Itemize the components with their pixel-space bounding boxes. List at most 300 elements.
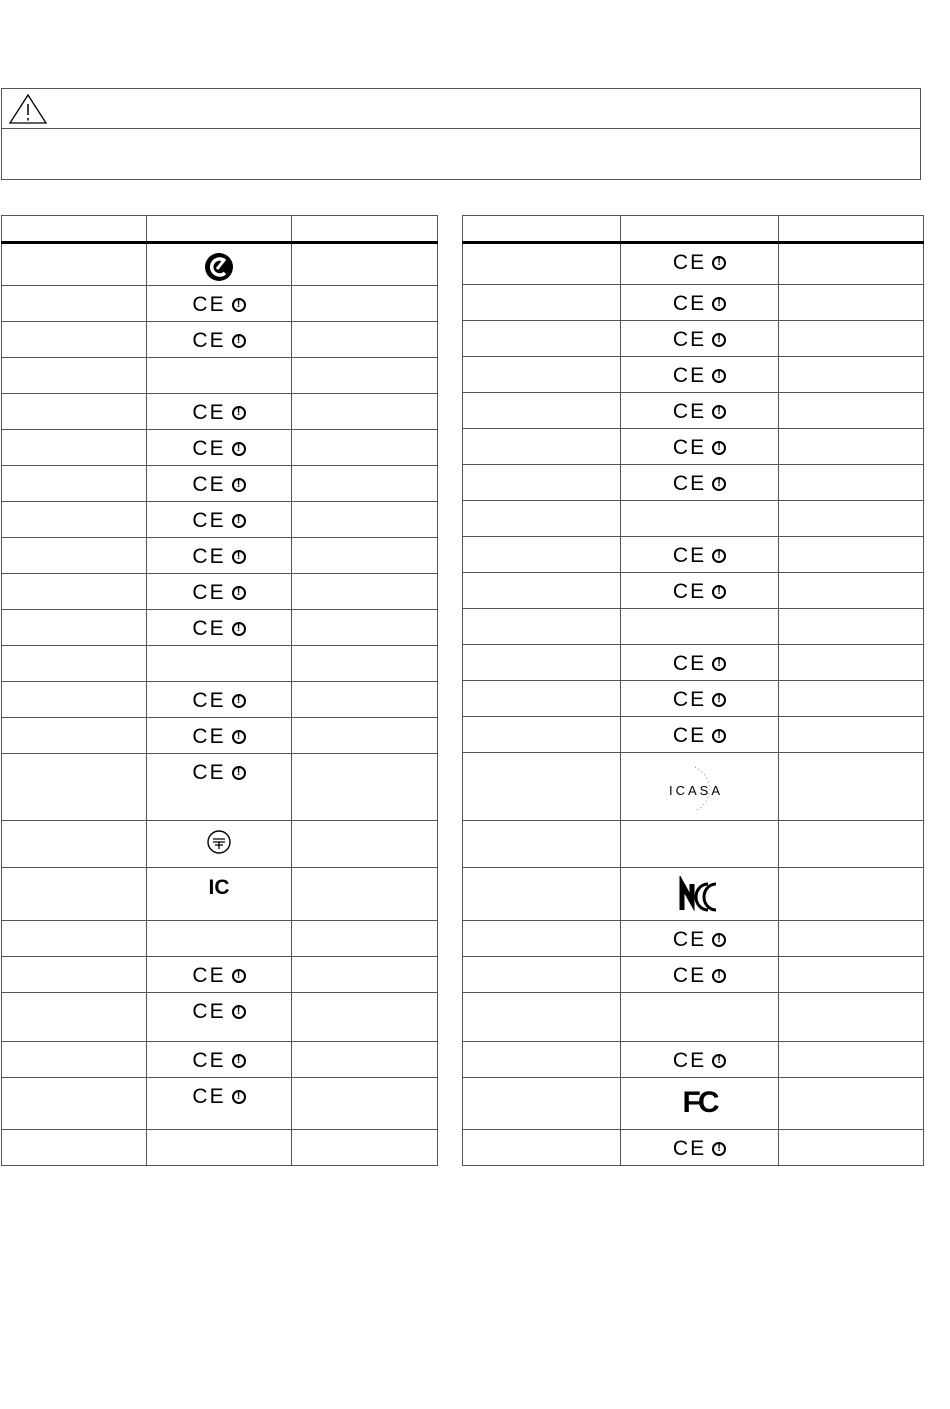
header-cell: [2, 216, 147, 243]
table-cell: [2, 993, 147, 1042]
alert-circle-icon: !: [712, 1142, 726, 1156]
ce-alert-mark-icon: [192, 330, 245, 351]
alert-circle-icon: !: [712, 1054, 726, 1068]
ce-mark-text: CE: [672, 251, 707, 274]
table-cell: [292, 1130, 438, 1166]
alert-circle-icon: !: [232, 334, 246, 348]
table-cell: [779, 609, 924, 645]
table-cell: [292, 957, 438, 993]
header-cell: [779, 216, 924, 243]
table-cell: [463, 717, 621, 753]
table-cell: [779, 1078, 924, 1130]
alert-circle-icon: !: [232, 1090, 246, 1104]
ce-mark-text: CE: [672, 1049, 707, 1072]
ce-mark-text: CE: [672, 928, 707, 951]
table-cell: [292, 993, 438, 1042]
ce-alert-mark-icon: [673, 1050, 726, 1071]
certification-mark-cell: [621, 429, 779, 465]
table-cell: [292, 921, 438, 957]
ce-mark-text: CE: [192, 689, 226, 712]
table-cell: [463, 753, 621, 821]
certification-mark-cell: [621, 921, 779, 957]
certification-mark-cell: [147, 921, 292, 957]
certification-mark-cell: [147, 1078, 292, 1130]
table-cell: [779, 717, 924, 753]
ce-alert-mark-icon: [673, 329, 726, 350]
table-cell: [292, 821, 438, 868]
certification-mark-cell: [147, 821, 292, 868]
table-row: [2, 574, 438, 610]
certification-mark-cell: [621, 821, 779, 868]
table-row: [2, 1130, 438, 1166]
alert-circle-icon: !: [232, 478, 246, 492]
certification-mark-cell: [621, 1042, 779, 1078]
certification-mark-cell: [621, 321, 779, 357]
warning-header: [2, 89, 920, 129]
ce-alert-mark-icon: [673, 293, 726, 314]
table-cell: [292, 502, 438, 538]
ce-alert-mark-icon: [192, 402, 245, 423]
certification-mark-cell: [147, 502, 292, 538]
table-row: [2, 466, 438, 502]
alert-circle-icon: !: [712, 256, 726, 270]
table-row: [2, 957, 438, 993]
ce-mark-text: CE: [192, 1049, 226, 1072]
certification-mark-cell: [621, 609, 779, 645]
ce-alert-mark-icon: [673, 653, 726, 674]
table-row: [463, 1130, 924, 1166]
table-cell: [779, 681, 924, 717]
ce-mark-text: CE: [192, 761, 226, 784]
table-row: [2, 682, 438, 718]
alert-circle-icon: !: [232, 442, 246, 456]
ce-alert-mark-icon: [673, 473, 726, 494]
table-cell: [779, 501, 924, 537]
alert-circle-icon: !: [712, 333, 726, 347]
certification-mark-cell: [147, 682, 292, 718]
certification-table-right: [462, 215, 924, 1166]
table-cell: [463, 501, 621, 537]
table-cell: [463, 821, 621, 868]
table-cell: [779, 868, 924, 921]
certification-mark-cell: [621, 243, 779, 285]
certification-mark-cell: [621, 501, 779, 537]
table-cell: [779, 753, 924, 821]
table-cell: [779, 993, 924, 1042]
table-cell: [463, 1078, 621, 1130]
table-row: [463, 537, 924, 573]
ce-alert-mark-icon: [673, 545, 726, 566]
table-cell: [779, 537, 924, 573]
fcc-logo-text: FC: [682, 1086, 717, 1119]
table-cell: [2, 1042, 147, 1078]
header-cell: [147, 216, 292, 243]
certification-mark-cell: [621, 1078, 779, 1130]
ce-alert-mark-icon: [673, 581, 726, 602]
ce-alert-mark-icon: [192, 438, 245, 459]
table-cell: [463, 243, 621, 285]
table-cell: [463, 321, 621, 357]
warning-triangle-icon: [8, 93, 48, 125]
certification-mark-cell: [147, 993, 292, 1042]
table-row: [2, 1078, 438, 1130]
table-cell: [2, 394, 147, 430]
certification-table-left: [1, 215, 438, 1166]
table-row: [2, 1042, 438, 1078]
table-cell: [779, 921, 924, 957]
certification-mark-cell: [147, 957, 292, 993]
certification-mark-cell: [621, 717, 779, 753]
table-row: [2, 430, 438, 466]
table-cell: [292, 538, 438, 574]
ce-alert-mark-icon: [192, 618, 245, 639]
ce-mark-text: CE: [192, 1000, 226, 1023]
table-row: [2, 358, 438, 394]
table-cell: [2, 921, 147, 957]
table-cell: [2, 358, 147, 394]
alert-circle-icon: !: [232, 586, 246, 600]
table-row: [463, 321, 924, 357]
ce-alert-mark-icon: [192, 474, 245, 495]
c-tick-mark-icon: [204, 252, 234, 285]
table-cell: [463, 393, 621, 429]
warning-box: [1, 88, 921, 180]
certification-mark-cell: [147, 646, 292, 682]
certification-mark-cell: [147, 574, 292, 610]
alert-circle-icon: !: [712, 693, 726, 707]
alert-circle-icon: !: [232, 550, 246, 564]
table-cell: [292, 574, 438, 610]
table-cell: [463, 957, 621, 993]
alert-circle-icon: !: [712, 657, 726, 671]
certification-mark-cell: [147, 1130, 292, 1166]
table-row: [463, 868, 924, 921]
table-cell: [2, 538, 147, 574]
certification-mark-cell: [147, 430, 292, 466]
ce-mark-text: CE: [192, 437, 226, 460]
table-row: [463, 1078, 924, 1130]
alert-circle-icon: !: [232, 406, 246, 420]
table-row: [2, 286, 438, 322]
table-cell: [463, 921, 621, 957]
table-cell: [463, 285, 621, 321]
ce-alert-mark-icon: [192, 1086, 245, 1107]
alert-circle-icon: !: [232, 1054, 246, 1068]
ce-alert-mark-icon: [192, 690, 245, 711]
ce-alert-mark-icon: [192, 1001, 245, 1022]
table-cell: [292, 646, 438, 682]
table-row: [463, 501, 924, 537]
table-cell: [292, 394, 438, 430]
table-cell: [2, 1130, 147, 1166]
ce-alert-mark-icon: [192, 582, 245, 603]
ce-alert-mark-icon: [192, 510, 245, 531]
table-cell: [779, 393, 924, 429]
table-cell: [779, 465, 924, 501]
alert-circle-icon: !: [712, 405, 726, 419]
ce-mark-text: CE: [672, 688, 707, 711]
ce-alert-mark-icon: [673, 965, 726, 986]
table-cell: [463, 537, 621, 573]
certification-mark-cell: [147, 538, 292, 574]
table-cell: [779, 573, 924, 609]
table-cell: [292, 610, 438, 646]
table-cell: [2, 286, 147, 322]
alert-circle-icon: !: [232, 969, 246, 983]
ic-mark-text: IC: [208, 876, 230, 899]
alert-circle-icon: !: [712, 585, 726, 599]
table-row: [463, 921, 924, 957]
alert-circle-icon: !: [712, 969, 726, 983]
table-cell: [463, 1130, 621, 1166]
table-cell: [463, 993, 621, 1042]
telec-mark-icon: [206, 829, 232, 858]
ce-mark-text: CE: [672, 364, 707, 387]
table-cell: [292, 322, 438, 358]
certification-mark-cell: [147, 322, 292, 358]
table-row: [463, 821, 924, 868]
ce-mark-text: CE: [192, 473, 226, 496]
table-row: [463, 465, 924, 501]
table-cell: [779, 1042, 924, 1078]
alert-circle-icon: !: [232, 766, 246, 780]
table-cell: [779, 429, 924, 465]
header-cell: [621, 216, 779, 243]
ce-alert-mark-icon: [192, 762, 245, 783]
table-cell: [2, 322, 147, 358]
ce-alert-mark-icon: [192, 965, 245, 986]
certification-mark-cell: [621, 1130, 779, 1166]
ce-mark-text: CE: [192, 545, 226, 568]
alert-circle-icon: !: [232, 694, 246, 708]
table-cell: [779, 645, 924, 681]
ce-alert-mark-icon: [673, 689, 726, 710]
ncc-logo-icon: [678, 876, 722, 919]
ce-mark-text: CE: [192, 964, 226, 987]
table-row: [463, 357, 924, 393]
table-cell: [463, 868, 621, 921]
certification-mark-cell: [621, 393, 779, 429]
certification-mark-cell: [621, 753, 779, 821]
table-row: [2, 394, 438, 430]
table-cell: [292, 1078, 438, 1130]
certification-mark-cell: [147, 243, 292, 286]
table-cell: [463, 681, 621, 717]
table-cell: [463, 609, 621, 645]
header-cell: [463, 216, 621, 243]
table-cell: [2, 754, 147, 821]
table-row: [463, 609, 924, 645]
table-cell: [463, 429, 621, 465]
certification-mark-cell: [621, 537, 779, 573]
table-row: [463, 1042, 924, 1078]
alert-circle-icon: !: [232, 514, 246, 528]
icasa-logo-icon: [665, 761, 735, 820]
ce-mark-text: CE: [192, 293, 226, 316]
table-row: [463, 993, 924, 1042]
table-cell: [292, 430, 438, 466]
alert-circle-icon: !: [232, 298, 246, 312]
svg-text:ICASA: ICASA: [668, 783, 723, 798]
ce-mark-text: CE: [192, 725, 226, 748]
ce-mark-text: CE: [192, 401, 226, 424]
ce-mark-text: CE: [192, 617, 226, 640]
table-cell: [292, 868, 438, 921]
certification-mark-cell: [147, 358, 292, 394]
ce-mark-text: CE: [672, 436, 707, 459]
table-row: [463, 243, 924, 285]
table-row: [2, 868, 438, 921]
ce-mark-text: CE: [672, 292, 707, 315]
table-cell: [2, 646, 147, 682]
ce-alert-mark-icon: [673, 252, 726, 273]
ce-mark-text: CE: [672, 472, 707, 495]
table-header-row: [2, 216, 438, 243]
table-cell: [292, 1042, 438, 1078]
table-cell: [463, 645, 621, 681]
table-cell: [2, 1078, 147, 1130]
table-cell: [2, 821, 147, 868]
certification-mark-cell: [147, 754, 292, 821]
certification-mark-cell: [621, 993, 779, 1042]
table-cell: [2, 610, 147, 646]
table-cell: [779, 321, 924, 357]
table-row: [463, 645, 924, 681]
alert-circle-icon: !: [712, 441, 726, 455]
ce-mark-text: CE: [192, 329, 226, 352]
table-row: [463, 429, 924, 465]
certification-mark-cell: [147, 718, 292, 754]
table-cell: [463, 1042, 621, 1078]
table-row: [2, 502, 438, 538]
certification-mark-cell: [621, 868, 779, 921]
table-cell: [292, 243, 438, 286]
ce-alert-mark-icon: [673, 725, 726, 746]
alert-circle-icon: !: [232, 622, 246, 636]
alert-circle-icon: !: [232, 730, 246, 744]
header-cell: [292, 216, 438, 243]
table-row: [2, 921, 438, 957]
table-cell: [2, 502, 147, 538]
table-cell: [2, 430, 147, 466]
alert-circle-icon: !: [712, 297, 726, 311]
table-cell: [2, 574, 147, 610]
table-row: [2, 243, 438, 286]
table-row: [463, 717, 924, 753]
table-cell: [292, 754, 438, 821]
ce-alert-mark-icon: [192, 546, 245, 567]
table-cell: [779, 243, 924, 285]
alert-circle-icon: !: [712, 549, 726, 563]
certification-mark-cell: [621, 285, 779, 321]
table-row: [2, 718, 438, 754]
table-cell: [292, 682, 438, 718]
table-cell: [2, 957, 147, 993]
ce-alert-mark-icon: [673, 1138, 726, 1159]
ce-mark-text: CE: [192, 1085, 226, 1108]
table-row: [463, 285, 924, 321]
table-cell: [779, 957, 924, 993]
table-cell: [463, 465, 621, 501]
table-cell: [2, 682, 147, 718]
certification-mark-cell: [621, 465, 779, 501]
table-cell: [2, 243, 147, 286]
certification-mark-cell: [147, 286, 292, 322]
table-cell: [2, 718, 147, 754]
certification-mark-cell: [147, 394, 292, 430]
ce-mark-text: CE: [672, 544, 707, 567]
certification-mark-cell: [621, 573, 779, 609]
table-row: [2, 538, 438, 574]
certification-mark-cell: [147, 610, 292, 646]
table-cell: [2, 466, 147, 502]
certification-mark-cell: [147, 1042, 292, 1078]
ce-alert-mark-icon: [192, 726, 245, 747]
table-row: [2, 322, 438, 358]
table-row: [2, 610, 438, 646]
ce-alert-mark-icon: [192, 294, 245, 315]
ce-mark-text: CE: [192, 509, 226, 532]
table-row: [2, 993, 438, 1042]
table-row: [2, 646, 438, 682]
ce-mark-text: CE: [192, 581, 226, 604]
certification-mark-cell: [147, 466, 292, 502]
table-row: [463, 681, 924, 717]
ce-mark-text: CE: [672, 328, 707, 351]
ce-mark-text: CE: [672, 580, 707, 603]
table-cell: [779, 357, 924, 393]
certification-mark-cell: [147, 868, 292, 921]
alert-circle-icon: !: [712, 933, 726, 947]
table-header-row: [463, 216, 924, 243]
table-cell: [779, 821, 924, 868]
ce-mark-text: CE: [672, 652, 707, 675]
certification-mark-cell: [621, 957, 779, 993]
ce-mark-text: CE: [672, 1137, 707, 1160]
table-cell: [779, 1130, 924, 1166]
table-cell: [292, 718, 438, 754]
ce-mark-text: CE: [672, 724, 707, 747]
table-cell: [779, 285, 924, 321]
alert-circle-icon: !: [712, 729, 726, 743]
table-cell: [2, 868, 147, 921]
ce-alert-mark-icon: [673, 401, 726, 422]
certification-mark-cell: [621, 681, 779, 717]
table-row: [463, 573, 924, 609]
ce-alert-mark-icon: [673, 437, 726, 458]
table-cell: [463, 573, 621, 609]
certification-mark-cell: [621, 645, 779, 681]
table-row: [2, 821, 438, 868]
certification-mark-cell: [621, 357, 779, 393]
table-row: [463, 393, 924, 429]
alert-circle-icon: !: [232, 1005, 246, 1019]
table-row: [463, 753, 924, 821]
alert-circle-icon: !: [712, 369, 726, 383]
alert-circle-icon: !: [712, 477, 726, 491]
ce-alert-mark-icon: [673, 929, 726, 950]
ce-alert-mark-icon: [673, 365, 726, 386]
table-cell: [292, 358, 438, 394]
ce-alert-mark-icon: [192, 1050, 245, 1071]
ce-mark-text: CE: [672, 964, 707, 987]
table-cell: [292, 466, 438, 502]
table-row: [463, 957, 924, 993]
ce-mark-text: CE: [672, 400, 707, 423]
table-row: [2, 754, 438, 821]
table-cell: [463, 357, 621, 393]
table-cell: [292, 286, 438, 322]
